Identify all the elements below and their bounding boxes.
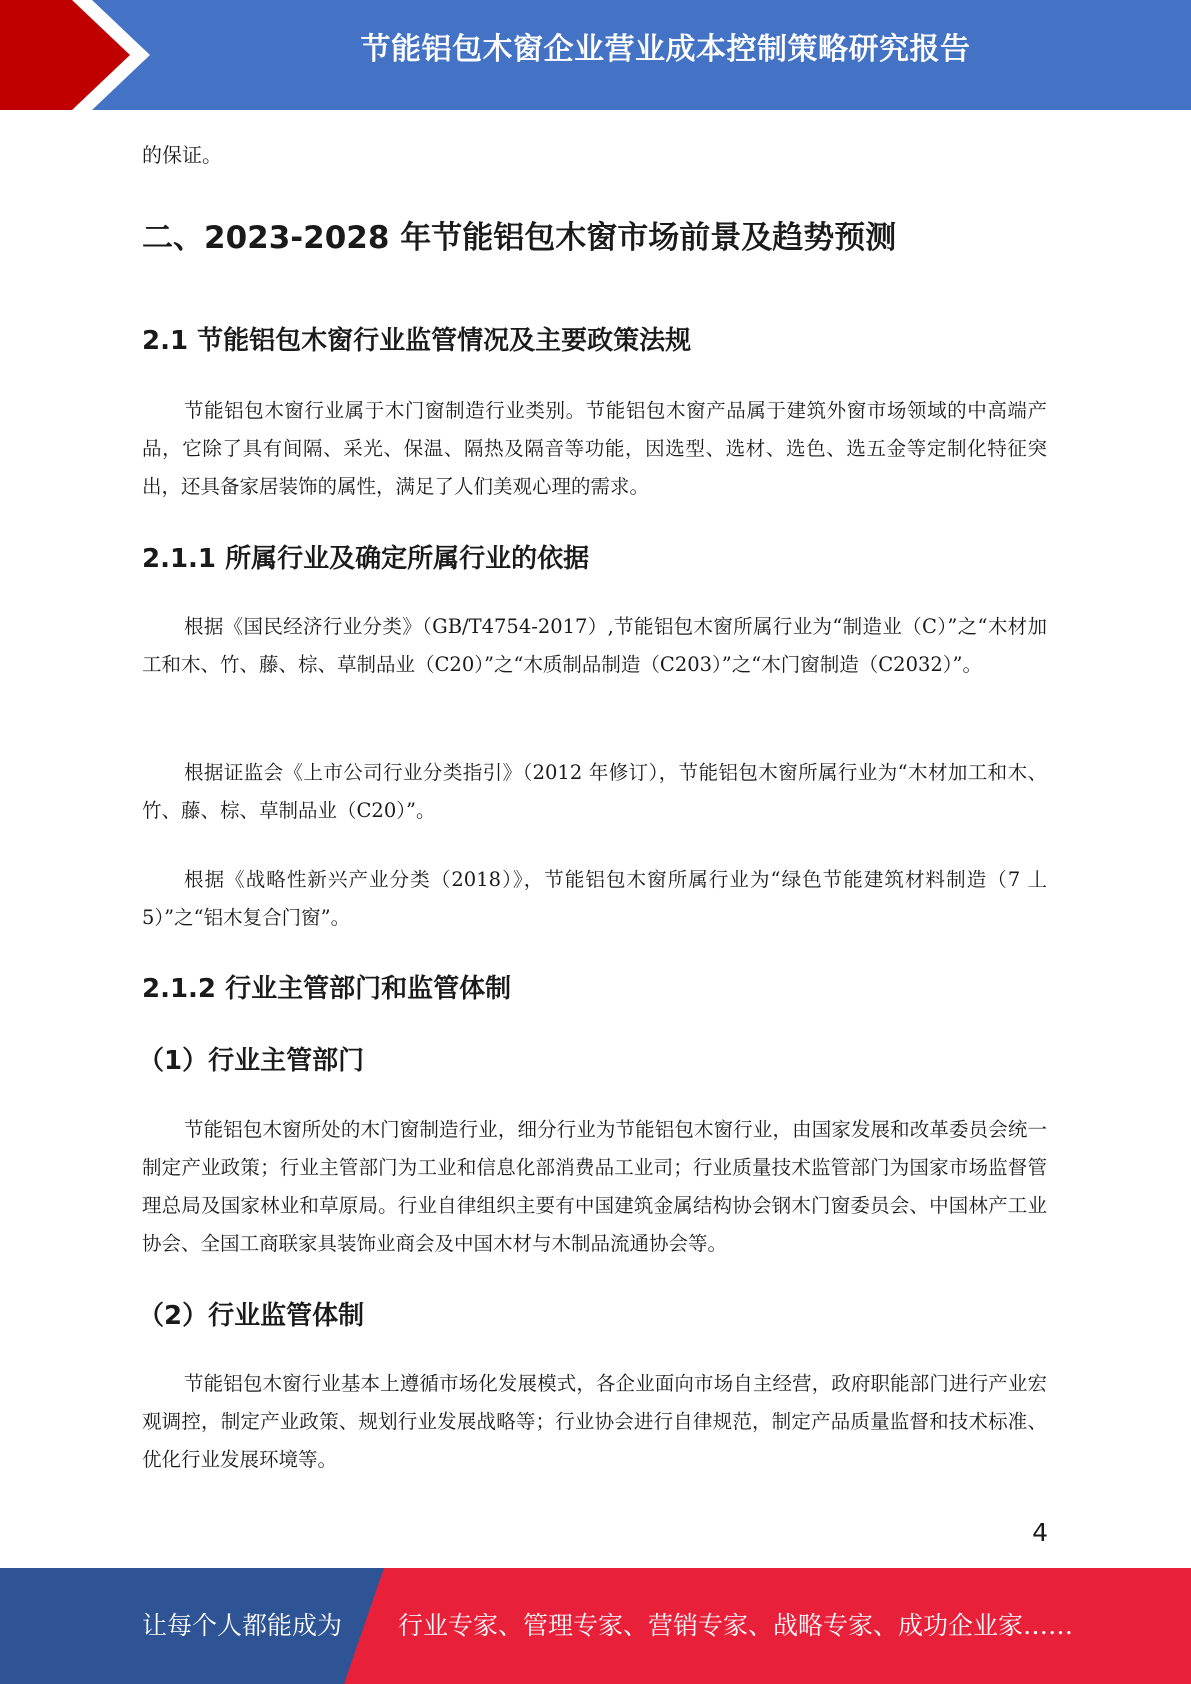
header-arrow-decoration xyxy=(0,0,160,110)
paragraph-regulatory-system: 节能铝包木窗行业基本上遵循市场化发展模式，各企业面向市场自主经营，政府职能部门进行产业宏观调控，制定产业政策、规划行业发展战略等；行业协会进行自律规范，制定产品质量监督和技术标准、优化行业发展环境等。 xyxy=(142,1372,1047,1471)
paragraph-2-1-1-b: 根据证监会《上市公司行业分类指引》（2012 年修订），节能铝包木窗所属行业为“木材加工和木、竹、藤、棕、草制品业（C20）”。 xyxy=(142,761,1047,822)
paragraph-2-1-1-c: 根据《战略性新兴产业分类（2018）》，节能铝包木窗所属行业为“绿色节能建筑材料制造（7 丄 5）”之“铝木复合门窗”。 xyxy=(142,868,1047,929)
paragraph-2-1: 节能铝包木窗行业属于木门窗制造行业类别。节能铝包木窗产品属于建筑外窗市场领域的中高端产品，它除了具有间隔、采光、保温、隔热及隔音等功能，因选型、选材、选色、选五金等定制化特征突出，还具备家居装饰的属性，满足了人们美观心理的需求。 xyxy=(142,399,1047,498)
page-number: 4 xyxy=(1032,1518,1048,1547)
subsection-title-2-1-1: 2.1.1 所属行业及确定所属行业的依据 xyxy=(142,544,590,574)
heading-regulatory-system: （2）行业监管体制 xyxy=(138,1301,365,1331)
section-title: 二、2023-2028 年节能铝包木窗市场前景及趋势预测 xyxy=(142,220,897,256)
heading-industry-department: （1）行业主管部门 xyxy=(138,1046,365,1076)
paragraph-2-1-1-a: 根据《国民经济行业分类》（GB/T4754-2017）,节能铝包木窗所属行业为“制造业（C）”之“木材加工和木、竹、藤、棕、草制品业（C20）”之“木质制品制造（C203）”之“木门窗制造（C2032）”。 xyxy=(142,615,1047,676)
footer-slogan-right: 行业专家、管理专家、营销专家、战略专家、成功企业家…… xyxy=(398,1611,1074,1640)
footer-slogan-left: 让每个人都能成为 xyxy=(142,1611,343,1640)
report-title: 节能铝包木窗企业营业成本控制策略研究报告 xyxy=(360,32,971,67)
paragraph-industry-department: 节能铝包木窗所处的木门窗制造行业，细分行业为节能铝包木窗行业，由国家发展和改革委员会统一制定产业政策；行业主管部门为工业和信息化部消费品工业司；行业质量技术监管部门为国家市场监督管理总局及国家林业和草原局。行业自律组织主要有中国建筑金属结构协会钢木门窗委员会、中国林产工业协会、全国工商联家具装饰业商会及中国木材与木制品流通协会等。 xyxy=(142,1118,1047,1255)
report-footer xyxy=(0,1568,1191,1684)
report-header xyxy=(0,0,1191,110)
continuation-text: 的保证。 xyxy=(142,143,222,167)
subsection-title-2-1: 2.1 节能铝包木窗行业监管情况及主要政策法规 xyxy=(142,326,692,356)
subsection-title-2-1-2: 2.1.2 行业主管部门和监管体制 xyxy=(142,974,512,1004)
